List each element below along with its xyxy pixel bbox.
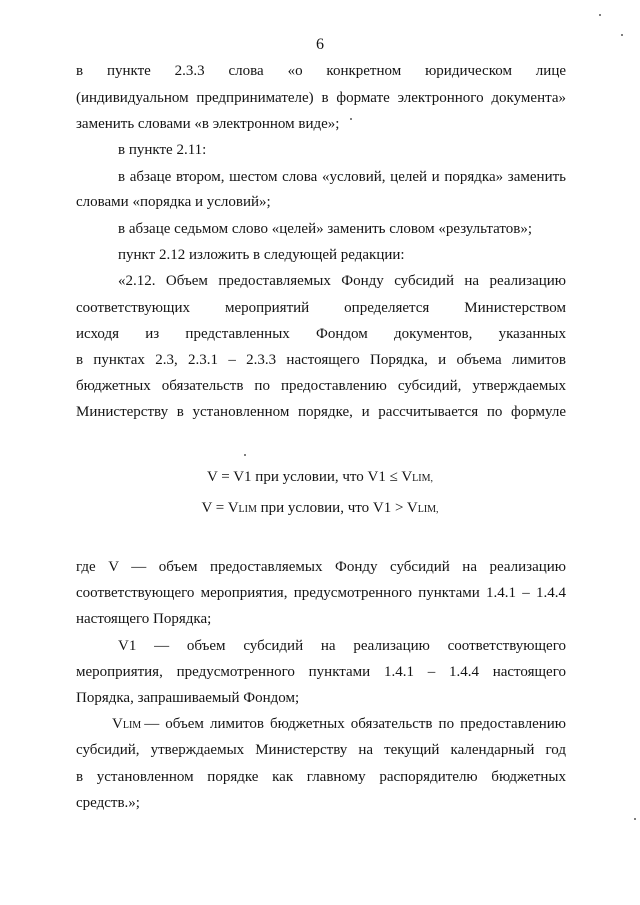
- text-line: Министерству в установленном порядке, и рассчитывается по формуле: [76, 404, 566, 420]
- vlim-symbol: V: [112, 716, 123, 732]
- text-line: в абзаце седьмом слово «целей» заменить словом «результатов»;: [118, 221, 533, 237]
- text-line: в пунктах 2.3, 2.3.1 – 2.3.3 настоящего Порядка, и объема лимитов: [76, 352, 566, 368]
- text-line: в абзаце втором, шестом слова «условий, целей и порядка» заменить: [118, 169, 566, 185]
- text-line: словами «порядка и условий»;: [76, 194, 271, 210]
- text-line: пункт 2.12 изложить в следующей редакции:: [118, 247, 405, 263]
- scan-speck: [244, 454, 246, 456]
- text-line: «2.12. Объем предоставляемых Фонду субсидий на реализацию: [118, 273, 566, 289]
- scan-speck: [350, 118, 352, 120]
- formula-line-1: [0, 467, 640, 489]
- text-line: заменить словами «в электронном виде»;: [76, 116, 340, 132]
- text-line: соответствующего мероприятия, предусмотренного пунктами 1.4.1 – 1.4.4: [76, 585, 566, 601]
- vlim-definition-line: [112, 714, 566, 736]
- scan-speck: [599, 14, 601, 16]
- text-line: соответствующих мероприятий определяется Министерством: [76, 300, 566, 316]
- text-line: Порядка, запрашиваемый Фондом;: [76, 690, 300, 706]
- text-line: в пункте 2.3.3 слова «о конкретном юридическом лице: [76, 63, 566, 79]
- text-line: — объем лимитов бюджетных обязательств по предоставлению: [144, 716, 566, 732]
- formula-subscript: LIM,: [417, 504, 439, 515]
- vlim-subscript: LIM: [122, 720, 142, 731]
- page-number: 6: [316, 36, 324, 53]
- text-line: в пункте 2.11:: [118, 142, 207, 158]
- formula-subscript: LIM: [238, 504, 257, 515]
- formula-line-2: [0, 498, 640, 520]
- formula-subscript: LIM,: [412, 473, 434, 484]
- text-line: бюджетных обязательств по предоставлению субсидий, утверждаемых: [76, 378, 566, 394]
- scan-speck: [634, 818, 636, 820]
- text-line: средств.»;: [76, 795, 140, 811]
- text-line: настоящего Порядка;: [76, 611, 212, 627]
- text-line: в установленном порядке как главному распорядителю бюджетных: [76, 769, 566, 785]
- formula-text: V = V1 при условии, что V1 ≤ V: [206, 469, 413, 485]
- scan-speck: [621, 34, 623, 36]
- text-line: мероприятия, предусмотренного пунктами 1.4.1 – 1.4.4 настоящего: [76, 664, 566, 680]
- text-line: V1 — объем субсидий на реализацию соответствующего: [118, 638, 566, 654]
- text-line: (индивидуальном предпринимателе) в формате электронного документа»: [76, 90, 566, 106]
- text-line: исходя из представленных Фондом документов, указанных: [76, 326, 566, 342]
- text-line: где V — объем предоставляемых Фонду субсидий на реализацию: [76, 559, 566, 575]
- text-line: субсидий, утверждаемых Министерству на текущий календарный год: [76, 742, 566, 758]
- formula-text: V = V: [201, 500, 239, 516]
- formula-text: при условии, что V1 > V: [256, 500, 418, 516]
